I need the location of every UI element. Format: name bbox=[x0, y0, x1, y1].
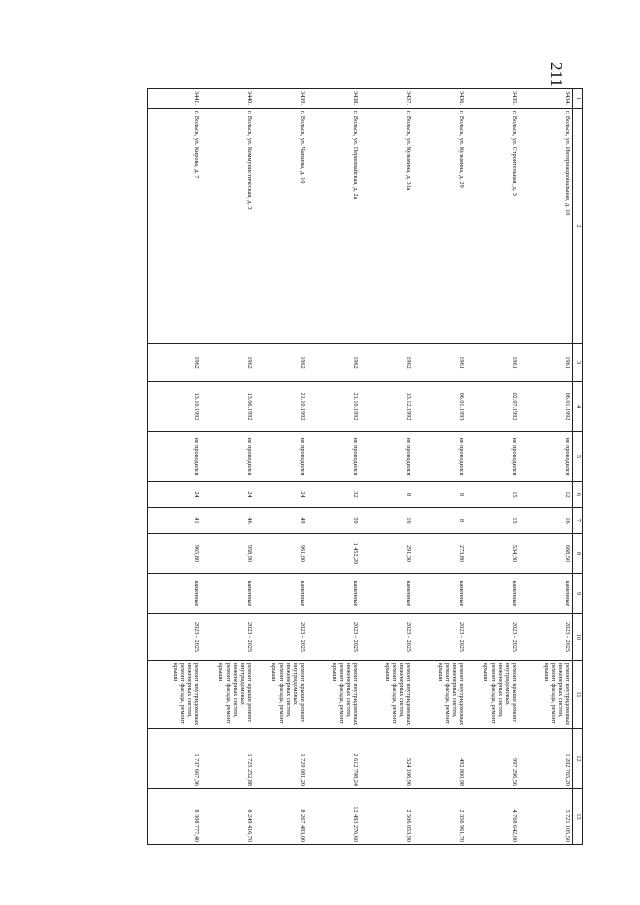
row-wall-material: каменные bbox=[254, 574, 307, 614]
row-year-built: 1962 bbox=[254, 344, 307, 382]
row-col6: 12 bbox=[519, 482, 573, 508]
row-cost: 492 800,98 bbox=[413, 729, 466, 789]
row-works: ремонт крыши ремонт внутридомовых инженерных систем, ремонт фасада, ремонт крыши bbox=[201, 661, 254, 729]
row-cost: 524 106,96 bbox=[360, 729, 413, 789]
table-row bbox=[466, 89, 519, 845]
row-address: г. Вольск, ул. Интернациональная, д. 10 bbox=[519, 109, 573, 344]
row-index: 3436. bbox=[413, 89, 466, 109]
row-year-built: 1962 bbox=[201, 344, 254, 382]
column-number-header: 2 bbox=[573, 109, 583, 344]
row-date: 06.01.1993 bbox=[413, 382, 466, 432]
row-status: не проводился bbox=[360, 432, 413, 482]
row-year-built: 1962 bbox=[360, 344, 413, 382]
row-cost: 997 296,56 bbox=[466, 729, 519, 789]
row-year-built: 1961 bbox=[519, 344, 573, 382]
column-number-header: 11 bbox=[573, 661, 583, 729]
row-col6: 24 bbox=[254, 482, 307, 508]
column-number-header: 3 bbox=[573, 344, 583, 382]
row-year-built: 1962 bbox=[307, 344, 360, 382]
row-area: 273,80 bbox=[413, 534, 466, 574]
row-total: 3 721 105,50 bbox=[519, 789, 573, 845]
row-works: ремонт внутридомовых инженерных систем, ремонт фасада, ремонт крыши bbox=[413, 661, 466, 729]
row-index: 3434. bbox=[564, 91, 571, 105]
row-col6: 15 bbox=[466, 482, 519, 508]
row-wall-material: каменные bbox=[307, 574, 360, 614]
row-col6: 8 bbox=[413, 482, 466, 508]
table-row bbox=[360, 89, 413, 845]
housing-register-table bbox=[147, 88, 583, 845]
row-area: 668,50 bbox=[519, 534, 573, 574]
row-address: г. Вольск, ул. Кузьмина, д. 31а bbox=[360, 109, 413, 344]
row-status: не проводился bbox=[254, 432, 307, 482]
row-area: 965,80 bbox=[148, 534, 202, 574]
row-address: г. Вольск, ул. Кирова, д. 7 bbox=[148, 109, 202, 344]
row-period: 2023 - 2025 bbox=[360, 614, 413, 661]
row-index: 3435. bbox=[466, 89, 519, 109]
row-index: 3438. bbox=[307, 89, 360, 109]
row-cost: 1 725 252,88 bbox=[201, 729, 254, 789]
row-wall-material: каменные bbox=[519, 574, 573, 614]
row-col7: 46 bbox=[201, 508, 254, 534]
table-row bbox=[413, 89, 466, 845]
row-total: 2 506 053,90 bbox=[360, 789, 413, 845]
row-total: 8 249 416,70 bbox=[201, 789, 254, 845]
column-number-header: 5 bbox=[573, 432, 583, 482]
row-works: ремонт внутридомовых инженерных систем, ремонт фасада, ремонт крыши bbox=[519, 661, 573, 729]
row-col6: 32 bbox=[307, 482, 360, 508]
rotated-table-container bbox=[106, 88, 583, 844]
row-year-built: 1961 bbox=[466, 344, 519, 382]
column-number-header: 9 bbox=[573, 574, 583, 614]
row-total: 8 267 483,00 bbox=[254, 789, 307, 845]
table-row bbox=[519, 89, 573, 845]
row-address: г. Вольск, ул. Кузьмина, д. 29 bbox=[413, 109, 466, 344]
row-wall-material: каменные bbox=[148, 574, 202, 614]
row-wall-material: каменные bbox=[201, 574, 254, 614]
table-row bbox=[307, 89, 360, 845]
row-date: 13.06.1992 bbox=[201, 382, 254, 432]
row-date: 13.10.1992 bbox=[148, 382, 202, 432]
row-address: г. Вольск, ул. Чапаева, д. 10 bbox=[254, 109, 307, 344]
row-date: 21.10.1992 bbox=[307, 382, 360, 432]
row-area: 534,30 bbox=[466, 534, 519, 574]
row-area: 291,30 bbox=[360, 534, 413, 574]
row-col6: 24 bbox=[201, 482, 254, 508]
row-index: 3437. bbox=[360, 89, 413, 109]
row-period: 2023 - 2025 bbox=[466, 614, 519, 661]
row-works: ремонт внутридомовых инженерных систем, ремонт фасада, ремонт крыши bbox=[148, 661, 202, 729]
column-number-header: 1 bbox=[573, 89, 583, 109]
row-address: г. Вольск, ул. Первомайская, д. 2а bbox=[307, 109, 360, 344]
row-col7: 59 bbox=[307, 508, 360, 534]
row-status: не проводился bbox=[201, 432, 254, 482]
row-cost: 1 737 667,36 bbox=[148, 729, 202, 789]
row-col7: 41 bbox=[148, 508, 202, 534]
row-wall-material: каменные bbox=[360, 574, 413, 614]
row-index: 3440. bbox=[201, 89, 254, 109]
table-row bbox=[148, 89, 202, 845]
row-wall-material: каменные bbox=[466, 574, 519, 614]
row-col7: 16 bbox=[519, 508, 573, 534]
row-col6: 8 bbox=[360, 482, 413, 508]
row-area: 961,00 bbox=[254, 534, 307, 574]
row-col7: 49 bbox=[254, 508, 307, 534]
column-number-header: 6 bbox=[573, 482, 583, 508]
row-period: 2023 - 2025 bbox=[254, 614, 307, 661]
row-cost: 1 729 081,20 bbox=[254, 729, 307, 789]
row-works: ремонт внутридомовых инженерных систем, ремонт фасада, ремонт крыши bbox=[360, 661, 413, 729]
row-status: не проводился bbox=[148, 432, 202, 482]
row-works: ремонт крыши ремонт внутридомовых инженерных систем, ремонт фасада, ремонт крыши bbox=[466, 661, 519, 729]
row-period: 2023 - 2025 bbox=[148, 614, 202, 661]
row-col7: 8 bbox=[413, 508, 466, 534]
row-area: 958,90 bbox=[201, 534, 254, 574]
row-total: 8 308 777,40 bbox=[148, 789, 202, 845]
row-period: 2023 - 2025 bbox=[519, 614, 573, 661]
row-total: 4 768 642,00 bbox=[466, 789, 519, 845]
row-year-built: 1962 bbox=[148, 344, 202, 382]
column-number-header: 10 bbox=[573, 614, 583, 661]
row-wall-material: каменные bbox=[413, 574, 466, 614]
row-status: не проводился bbox=[413, 432, 466, 482]
row-index: 3439. bbox=[254, 89, 307, 109]
row-col7: 15 bbox=[466, 508, 519, 534]
row-year-built: 1961 bbox=[413, 344, 466, 382]
row-status: не проводился bbox=[466, 432, 519, 482]
row-date: 13.12.1992 bbox=[360, 382, 413, 432]
row-status: не проводился bbox=[307, 432, 360, 482]
row-total: 2 356 961,70 bbox=[413, 789, 466, 845]
column-number-header: 7 bbox=[573, 508, 583, 534]
row-address-cell bbox=[519, 89, 573, 109]
row-works: ремонт крыши ремонт внутридомовых инженерных систем, ремонт фасада, ремонт крыши bbox=[254, 661, 307, 729]
row-status: не проводился bbox=[519, 432, 573, 482]
row-date: 02.07.1992 bbox=[466, 382, 519, 432]
table-row bbox=[254, 89, 307, 845]
column-number-header: 8 bbox=[573, 534, 583, 574]
row-period: 2023 - 2025 bbox=[307, 614, 360, 661]
row-date: 06.01.1992 bbox=[519, 382, 573, 432]
row-index: 3441. bbox=[148, 89, 202, 109]
row-col7: 16 bbox=[360, 508, 413, 534]
row-col6: 24 bbox=[148, 482, 202, 508]
page-number: 211 bbox=[547, 62, 566, 87]
column-number-header-row bbox=[573, 89, 583, 845]
table-row bbox=[201, 89, 254, 845]
row-cost: 1 202 765,20 bbox=[519, 729, 573, 789]
column-number-header: 4 bbox=[573, 382, 583, 432]
row-period: 2023 - 2025 bbox=[413, 614, 466, 661]
column-number-header: 12 bbox=[573, 729, 583, 789]
row-total: 12 493 276,60 bbox=[307, 789, 360, 845]
row-period: 2023 - 2025 bbox=[201, 614, 254, 661]
row-cost: 2 612 798,24 bbox=[307, 729, 360, 789]
row-works: ремонт внутридомовых инженерных систем, ремонт фасада, ремонт крыши bbox=[307, 661, 360, 729]
row-address: г. Вольск, ул. Коммунистическая, д. 3 bbox=[201, 109, 254, 344]
column-number-header: 13 bbox=[573, 789, 583, 845]
row-area: 1 452,20 bbox=[307, 534, 360, 574]
row-address: г. Вольск, ул. Строительная, д. 3 bbox=[466, 109, 519, 344]
row-date: 21.10.1992 bbox=[254, 382, 307, 432]
